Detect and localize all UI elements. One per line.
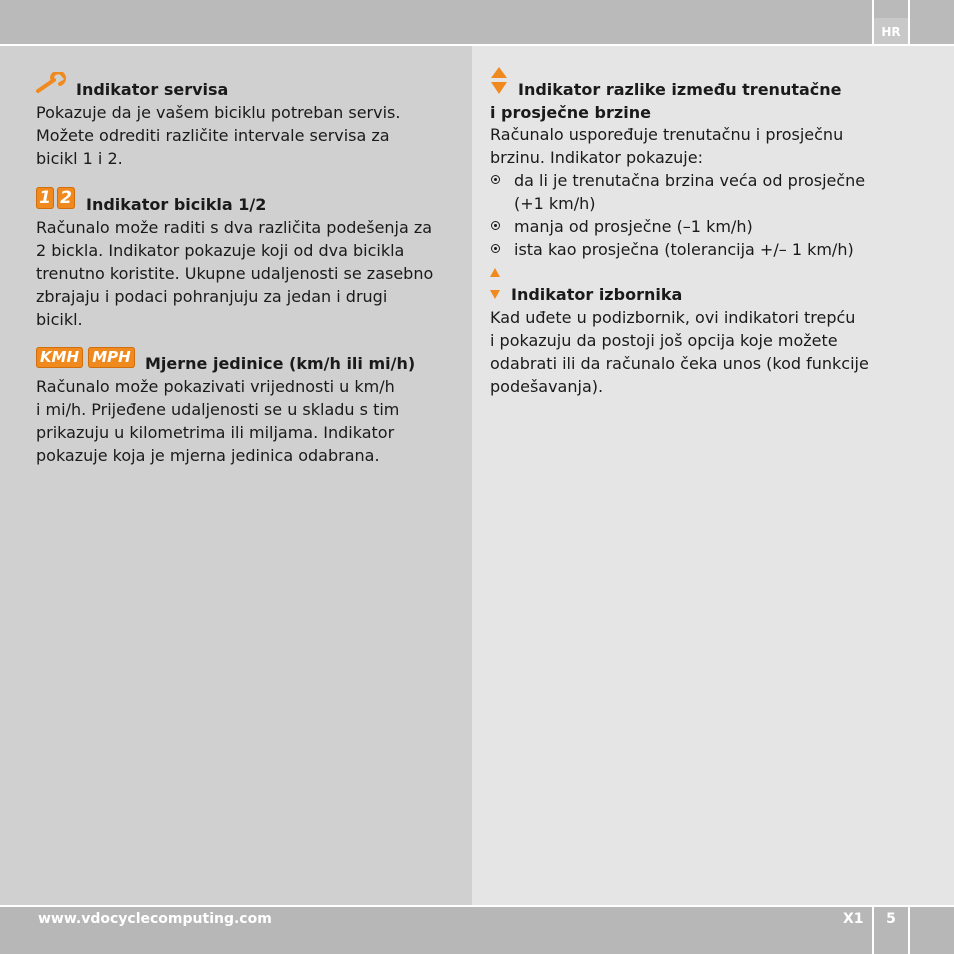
speed-bullet: da li je trenutačna brzina veća od prosječne bbox=[514, 171, 866, 190]
speed-bullet: manja od prosječne (–1 km/h) bbox=[514, 217, 753, 236]
bullet-icon bbox=[491, 244, 500, 253]
speed-bullet: ista kao prosječna (tolerancija +/– 1 km/h) bbox=[514, 240, 854, 259]
service-line: bicikl 1 i 2. bbox=[36, 149, 123, 168]
up-down-arrows-icon bbox=[490, 66, 508, 96]
bike-2-icon: 2 bbox=[57, 187, 75, 209]
language-tab[interactable]: HR bbox=[874, 18, 908, 44]
units-line: pokazuje koja je mjerna jedinica odabrana. bbox=[36, 446, 380, 465]
units-line: Računalo može pokazivati vrijednosti u km/h bbox=[36, 377, 395, 396]
page-number: 5 bbox=[886, 911, 896, 927]
units-line: prikazuju u kilometrima ili miljama. Indikator bbox=[36, 423, 395, 442]
speed-line: brzinu. Indikator pokazuje: bbox=[490, 148, 703, 167]
bullet-icon bbox=[491, 175, 500, 184]
header-divider bbox=[908, 0, 910, 44]
mph-icon: MPH bbox=[88, 347, 135, 368]
service-line: Možete odrediti različite intervale servisa za bbox=[36, 126, 390, 145]
speed-title: Indikator razlike između trenutačne bbox=[518, 80, 842, 99]
service-line: Pokazuje da je vašem biciklu potreban servis. bbox=[36, 103, 401, 122]
wrench-icon bbox=[36, 72, 70, 94]
speed-line: Računalo uspoređuje trenutačnu i prosječnu bbox=[490, 125, 844, 144]
bike-line: 2 bickla. Indikator pokazuje koji od dva bicikla bbox=[36, 241, 405, 260]
menu-line: odabrati ili da računalo čeka unos (kod funkcije bbox=[490, 354, 869, 373]
bike-line: Računalo može raditi s dva različita podešenja za bbox=[36, 218, 433, 237]
header-bar bbox=[0, 0, 954, 44]
menu-title: Indikator izbornika bbox=[511, 285, 683, 304]
bike-title: Indikator bicikla 1/2 bbox=[86, 195, 267, 214]
kmh-icon: KMH bbox=[36, 347, 83, 368]
bullet-icon bbox=[491, 221, 500, 230]
bike-line: zbrajaju i podaci pohranjuju za jedan i drugi bbox=[36, 287, 388, 306]
footer-divider bbox=[908, 907, 910, 954]
menu-arrows-icon bbox=[490, 268, 502, 300]
units-title: Mjerne jedinice (km/h ili mi/h) bbox=[145, 354, 416, 373]
menu-line: podešavanja). bbox=[490, 377, 604, 396]
menu-line: Kad uđete u podizbornik, ovi indikatori trepću bbox=[490, 308, 856, 327]
footer-model: X1 bbox=[843, 911, 864, 927]
menu-line: i pokazuju da postoji još opcija koje možete bbox=[490, 331, 838, 350]
footer-url[interactable]: www.vdocyclecomputing.com bbox=[38, 911, 272, 927]
bike-line: trenutno koristite. Ukupne udaljenosti se zasebno bbox=[36, 264, 434, 283]
bike-line: bicikl. bbox=[36, 310, 83, 329]
speed-title: i prosječne brzine bbox=[490, 103, 651, 122]
service-title: Indikator servisa bbox=[76, 80, 229, 99]
units-line: i mi/h. Prijeđene udaljenosti se u skladu s tim bbox=[36, 400, 400, 419]
speed-bullet: (+1 km/h) bbox=[514, 194, 596, 213]
left-column bbox=[0, 46, 472, 905]
bike-1-icon: 1 bbox=[36, 187, 54, 209]
